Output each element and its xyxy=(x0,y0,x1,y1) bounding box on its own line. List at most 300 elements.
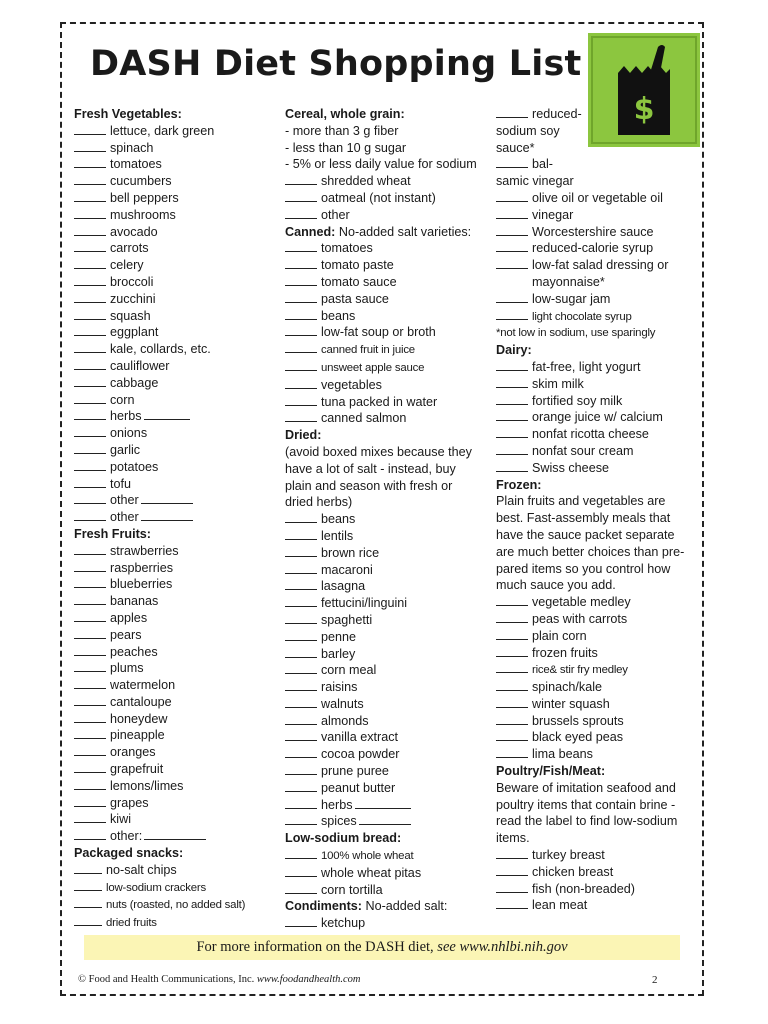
list-item xyxy=(285,240,485,257)
list-item-label: garlic xyxy=(110,442,141,457)
checkbox-blank-line[interactable] xyxy=(285,410,317,422)
section-heading: Fresh Vegetables: xyxy=(74,107,182,121)
note-text: sauce* xyxy=(496,140,535,155)
list-item-label: bal- xyxy=(532,157,553,172)
section-heading-line xyxy=(285,224,485,241)
note-text: sodium soy xyxy=(496,123,560,138)
list-item xyxy=(74,778,274,795)
checkbox-blank-line[interactable] xyxy=(285,207,317,219)
checkbox-blank-line[interactable] xyxy=(496,443,528,455)
list-item xyxy=(496,881,694,898)
checkbox-blank-line[interactable] xyxy=(496,713,528,725)
write-in-blank-line[interactable] xyxy=(144,408,190,420)
checkbox-blank-line[interactable] xyxy=(74,358,106,370)
note-text: *not low in sodium, use sparingly xyxy=(496,327,656,340)
list-item-label: black eyed peas xyxy=(532,730,624,745)
list-item-label: fortified soy milk xyxy=(532,393,623,408)
list-item-label: grapefruit xyxy=(110,762,164,777)
checkbox-blank-line[interactable] xyxy=(74,375,106,387)
checkbox-blank-line[interactable] xyxy=(74,610,106,622)
list-item-label: corn xyxy=(110,392,135,407)
copyright xyxy=(78,974,361,985)
list-item xyxy=(285,780,485,797)
list-item xyxy=(74,492,274,509)
list-item xyxy=(285,813,485,830)
list-item-label: zucchini xyxy=(110,291,156,306)
list-item-label: lean meat xyxy=(532,898,588,913)
checkbox-blank-line[interactable] xyxy=(496,729,528,741)
list-item-label: reduced-calorie syrup xyxy=(532,241,654,256)
list-item xyxy=(496,746,694,763)
section-heading: Cereal, whole grain: xyxy=(285,107,405,121)
checkbox-blank-line[interactable] xyxy=(74,308,106,320)
list-item-label: cocoa powder xyxy=(321,747,400,762)
checkbox-blank-line[interactable] xyxy=(285,612,317,624)
list-item-label: broccoli xyxy=(110,274,154,289)
checkbox-blank-line[interactable] xyxy=(285,679,317,691)
list-item-label: penne xyxy=(321,629,357,644)
list-item xyxy=(74,291,274,308)
checkbox-blank-line[interactable] xyxy=(496,207,528,219)
checkbox-blank-line[interactable] xyxy=(74,324,106,336)
checkbox-blank-line[interactable] xyxy=(496,426,528,438)
note-text: are much better choices than pre- xyxy=(496,544,685,559)
list-item-label: plums xyxy=(110,661,144,676)
checkbox-blank-line[interactable] xyxy=(285,291,317,303)
checkbox-blank-line[interactable] xyxy=(496,628,528,640)
list-item xyxy=(496,460,694,477)
checkbox-blank-line[interactable] xyxy=(74,509,106,521)
checkbox-blank-line[interactable] xyxy=(74,492,106,504)
checkbox-blank-line[interactable] xyxy=(285,324,317,336)
list-item-label: brussels sprouts xyxy=(532,713,624,728)
checkbox-blank-line[interactable] xyxy=(74,257,106,269)
checkbox-blank-line[interactable] xyxy=(74,761,106,773)
checkbox-blank-line[interactable] xyxy=(74,593,106,605)
checkbox-blank-line[interactable] xyxy=(496,881,528,893)
list-item-label: watermelon xyxy=(110,678,176,693)
list-item-label: cabbage xyxy=(110,375,159,390)
checkbox-blank-line[interactable] xyxy=(74,560,106,572)
list-item-label: other xyxy=(110,510,139,525)
checkbox-blank-line[interactable] xyxy=(285,578,317,590)
column-left xyxy=(74,106,274,932)
list-item xyxy=(74,862,274,879)
checkbox-blank-line[interactable] xyxy=(74,711,106,723)
list-item xyxy=(74,795,274,812)
note-text: mayonnaise* xyxy=(532,274,605,289)
checkbox-blank-line[interactable] xyxy=(496,257,528,269)
list-item-label: corn tortilla xyxy=(321,882,383,897)
list-item-label: peaches xyxy=(110,644,158,659)
checkbox-blank-line[interactable] xyxy=(74,543,106,555)
checkbox-blank-line[interactable] xyxy=(285,646,317,658)
list-item xyxy=(74,240,274,257)
list-item-label: reduced- xyxy=(532,107,582,121)
checkbox-blank-line[interactable] xyxy=(496,460,528,472)
checkbox-blank-line[interactable] xyxy=(496,106,528,118)
list-item-label: beans xyxy=(321,308,356,323)
list-item xyxy=(496,308,694,326)
list-item xyxy=(285,257,485,274)
write-in-blank-line[interactable] xyxy=(141,509,193,521)
list-item xyxy=(74,392,274,409)
list-item xyxy=(285,308,485,325)
checkbox-blank-line[interactable] xyxy=(496,156,528,168)
checkbox-blank-line[interactable] xyxy=(74,914,102,926)
footer-info-band xyxy=(84,935,680,960)
checkbox-blank-line[interactable] xyxy=(285,394,317,406)
list-item xyxy=(74,173,274,190)
list-item xyxy=(496,426,694,443)
list-item-label: cucumbers xyxy=(110,174,172,189)
checkbox-blank-line[interactable] xyxy=(285,797,317,809)
write-in-blank-line[interactable] xyxy=(144,828,206,840)
list-item xyxy=(285,410,485,427)
checkbox-blank-line[interactable] xyxy=(285,780,317,792)
list-item xyxy=(74,879,274,897)
checkbox-blank-line[interactable] xyxy=(74,828,106,840)
checkbox-blank-line[interactable] xyxy=(74,811,106,823)
checkbox-blank-line[interactable] xyxy=(74,392,106,404)
list-item-label: tomato sauce xyxy=(321,274,397,289)
section-heading: Dairy: xyxy=(496,343,532,358)
list-item-label: low-sodium crackers xyxy=(106,881,207,894)
list-item xyxy=(496,729,694,746)
list-item xyxy=(74,610,274,627)
list-item-label: honeydew xyxy=(110,711,168,726)
list-item-label: cantaloupe xyxy=(110,694,172,709)
checkbox-blank-line[interactable] xyxy=(496,696,528,708)
page-title: DASH Diet Shopping List xyxy=(90,44,582,84)
checkbox-blank-line[interactable] xyxy=(74,744,106,756)
checkbox-blank-line[interactable] xyxy=(285,257,317,269)
list-item-label: tuna packed in water xyxy=(321,394,438,409)
checkbox-blank-line[interactable] xyxy=(496,746,528,758)
section-note: No-added salt: xyxy=(361,899,448,914)
section-heading: Dried: xyxy=(285,428,322,443)
list-item-label: spices xyxy=(321,814,357,829)
section-heading: Frozen: xyxy=(496,477,542,492)
checkbox-blank-line[interactable] xyxy=(285,729,317,741)
list-item xyxy=(285,274,485,291)
list-item-label: dried fruits xyxy=(106,917,157,930)
list-item xyxy=(285,545,485,562)
list-item xyxy=(496,594,694,611)
checkbox-blank-line[interactable] xyxy=(74,644,106,656)
list-item-label: tomatoes xyxy=(321,241,373,256)
list-item xyxy=(74,156,274,173)
footer-text: For more information on the DASH diet, xyxy=(196,939,438,955)
checkbox-blank-line[interactable] xyxy=(285,545,317,557)
section-heading-line xyxy=(285,898,485,915)
list-item-label: prune puree xyxy=(321,764,389,779)
list-item xyxy=(74,123,274,140)
list-item-label: potatoes xyxy=(110,459,159,474)
list-item xyxy=(496,240,694,257)
checkbox-blank-line[interactable] xyxy=(496,679,528,691)
checkbox-blank-line[interactable] xyxy=(285,595,317,607)
list-item-label: unsweet apple sauce xyxy=(321,361,425,374)
list-item xyxy=(74,425,274,442)
list-item xyxy=(496,393,694,410)
checkbox-blank-line[interactable] xyxy=(74,879,102,891)
checkbox-blank-line[interactable] xyxy=(74,778,106,790)
list-item-label: barley xyxy=(321,646,356,661)
checkbox-blank-line[interactable] xyxy=(74,425,106,437)
checkbox-blank-line[interactable] xyxy=(74,694,106,706)
checkbox-blank-line[interactable] xyxy=(496,240,528,252)
checkbox-blank-line[interactable] xyxy=(496,594,528,606)
list-item-label: turkey breast xyxy=(532,848,605,863)
list-item-label: beans xyxy=(321,512,356,527)
checkbox-blank-line[interactable] xyxy=(74,123,106,135)
checkbox-blank-line[interactable] xyxy=(496,190,528,202)
checkbox-blank-line[interactable] xyxy=(285,511,317,523)
checkbox-blank-line[interactable] xyxy=(74,240,106,252)
checkbox-blank-line[interactable] xyxy=(74,476,106,488)
list-item-label: spinach xyxy=(110,140,154,155)
list-item-label: ketchup xyxy=(321,916,366,931)
checkbox-blank-line[interactable] xyxy=(285,308,317,320)
list-item xyxy=(74,274,274,291)
list-item xyxy=(496,409,694,426)
checkbox-blank-line[interactable] xyxy=(496,864,528,876)
list-item-label: nuts (roasted, no added salt) xyxy=(106,899,246,912)
list-item-label: macaroni xyxy=(321,562,373,577)
list-item xyxy=(496,713,694,730)
checkbox-blank-line[interactable] xyxy=(74,862,102,874)
checkbox-blank-line[interactable] xyxy=(496,409,528,421)
list-item xyxy=(285,662,485,679)
checkbox-blank-line[interactable] xyxy=(285,562,317,574)
checkbox-blank-line[interactable] xyxy=(496,847,528,859)
checkbox-blank-line[interactable] xyxy=(285,528,317,540)
list-item-label: strawberries xyxy=(110,543,179,558)
list-item-label: low-fat soup or broth xyxy=(321,325,436,340)
copyright-text: © Food and Health Communications, Inc. xyxy=(78,974,257,985)
list-item xyxy=(496,190,694,207)
list-item-label: pineapple xyxy=(110,728,165,743)
list-item xyxy=(285,324,485,341)
checkbox-blank-line[interactable] xyxy=(285,629,317,641)
list-item-label: tomatoes xyxy=(110,157,162,172)
list-item-label: fish (non-breaded) xyxy=(532,881,635,896)
list-item-label: spinach/kale xyxy=(532,680,603,695)
checkbox-blank-line[interactable] xyxy=(285,746,317,758)
list-item xyxy=(285,847,485,865)
list-item xyxy=(74,324,274,341)
checkbox-blank-line[interactable] xyxy=(285,240,317,252)
checkbox-blank-line[interactable] xyxy=(285,763,317,775)
svg-text:$: $ xyxy=(633,92,655,127)
list-item-label: fettucini/linguini xyxy=(321,596,408,611)
checkbox-blank-line[interactable] xyxy=(74,341,106,353)
list-item xyxy=(74,627,274,644)
checkbox-blank-line[interactable] xyxy=(74,442,106,454)
checkbox-blank-line[interactable] xyxy=(496,308,528,320)
list-item xyxy=(74,459,274,476)
copyright-url-link[interactable]: www.foodandhealth.com xyxy=(256,974,361,985)
list-item-label: lima beans xyxy=(532,747,593,762)
list-item xyxy=(496,628,694,645)
checkbox-blank-line[interactable] xyxy=(74,156,106,168)
checkbox-blank-line[interactable] xyxy=(285,865,317,877)
checkbox-blank-line[interactable] xyxy=(74,408,106,420)
list-item xyxy=(74,442,274,459)
checkbox-blank-line[interactable] xyxy=(74,677,106,689)
section-note: No-added salt varieties: xyxy=(335,224,472,239)
list-item-label: low-sugar jam xyxy=(532,291,611,306)
note-text: samic vinegar xyxy=(496,174,574,189)
list-item xyxy=(285,679,485,696)
list-item xyxy=(74,476,274,493)
section-heading: Condiments: xyxy=(285,899,362,914)
note-text: read the label to find low-sodium xyxy=(496,814,678,829)
checkbox-blank-line[interactable] xyxy=(74,190,106,202)
checkbox-blank-line[interactable] xyxy=(496,291,528,303)
list-item xyxy=(285,562,485,579)
write-in-blank-line[interactable] xyxy=(359,813,411,825)
list-item xyxy=(285,341,485,359)
checkbox-blank-line[interactable] xyxy=(496,359,528,371)
checkbox-blank-line[interactable] xyxy=(74,627,106,639)
list-item xyxy=(74,896,274,914)
list-item-label: skim milk xyxy=(532,376,584,391)
list-item-label: lentils xyxy=(321,528,354,543)
list-item xyxy=(285,595,485,612)
checkbox-blank-line[interactable] xyxy=(74,140,106,152)
list-item-label: apples xyxy=(110,610,148,625)
list-item xyxy=(74,711,274,728)
list-item xyxy=(285,646,485,663)
checkbox-blank-line[interactable] xyxy=(285,359,317,371)
column-right xyxy=(496,106,694,914)
list-item xyxy=(74,560,274,577)
list-item xyxy=(285,173,485,190)
checkbox-blank-line[interactable] xyxy=(496,611,528,623)
list-item xyxy=(74,543,274,560)
list-item xyxy=(74,828,274,845)
list-item-label: raisins xyxy=(321,680,358,695)
list-item xyxy=(74,408,274,425)
list-item-label: winter squash xyxy=(532,696,610,711)
list-item xyxy=(496,156,694,173)
checkbox-blank-line[interactable] xyxy=(74,795,106,807)
note-text: plain and season with fresh or xyxy=(285,478,453,493)
list-item-label: mushrooms xyxy=(110,207,176,222)
list-item-label: carrots xyxy=(110,241,149,256)
checkbox-blank-line[interactable] xyxy=(285,915,317,927)
checkbox-blank-line[interactable] xyxy=(74,291,106,303)
write-in-blank-line[interactable] xyxy=(355,797,411,809)
checkbox-blank-line[interactable] xyxy=(496,645,528,657)
checkbox-blank-line[interactable] xyxy=(285,190,317,202)
list-item-label: cauliflower xyxy=(110,358,170,373)
list-item-label: vinegar xyxy=(532,207,574,222)
checkbox-blank-line[interactable] xyxy=(285,341,317,353)
checkbox-blank-line[interactable] xyxy=(74,207,106,219)
checkbox-blank-line[interactable] xyxy=(74,660,106,672)
list-item-label: no-salt chips xyxy=(106,862,177,877)
checkbox-blank-line[interactable] xyxy=(74,274,106,286)
note-text: Beware of imitation seafood and xyxy=(496,780,676,795)
list-item-label: corn meal xyxy=(321,663,377,678)
list-item xyxy=(496,443,694,460)
list-item-label: pears xyxy=(110,627,142,642)
list-item-label: avocado xyxy=(110,224,158,239)
note-text: pared items so you control how xyxy=(496,561,671,576)
list-item xyxy=(496,696,694,713)
checkbox-blank-line[interactable] xyxy=(496,393,528,405)
checkbox-blank-line[interactable] xyxy=(496,224,528,236)
list-item-label: nonfat sour cream xyxy=(532,443,634,458)
list-item xyxy=(285,865,485,882)
list-item-label: raspberries xyxy=(110,560,173,575)
checkbox-blank-line[interactable] xyxy=(285,274,317,286)
checkbox-blank-line[interactable] xyxy=(285,847,317,859)
checkbox-blank-line[interactable] xyxy=(74,576,106,588)
list-item-label: 100% whole wheat xyxy=(321,850,414,863)
note-text: (avoid boxed mixes because they xyxy=(285,444,472,459)
list-item-label: vanilla extract xyxy=(321,730,398,745)
checkbox-blank-line[interactable] xyxy=(285,173,317,185)
note-text: much sauce you add. xyxy=(496,578,616,593)
list-item-label: brown rice xyxy=(321,545,380,560)
checkbox-blank-line[interactable] xyxy=(285,813,317,825)
list-item xyxy=(285,746,485,763)
note-text: dried herbs) xyxy=(285,495,353,510)
list-item-label: peas with carrots xyxy=(532,611,628,626)
checkbox-blank-line[interactable] xyxy=(285,662,317,674)
list-item xyxy=(496,291,694,308)
checkbox-blank-line[interactable] xyxy=(496,897,528,909)
list-item-label: other xyxy=(321,207,350,222)
note-text: - 5% or less daily value for sodium xyxy=(285,157,477,172)
checkbox-blank-line[interactable] xyxy=(74,173,106,185)
section-heading: Packaged snacks: xyxy=(74,846,184,861)
checkbox-blank-line[interactable] xyxy=(496,661,528,673)
checkbox-blank-line[interactable] xyxy=(74,896,102,908)
checkbox-blank-line[interactable] xyxy=(285,882,317,894)
list-item-label: other: xyxy=(110,829,143,844)
list-item-label: other xyxy=(110,493,139,508)
checkbox-blank-line[interactable] xyxy=(496,376,528,388)
checkbox-blank-line[interactable] xyxy=(285,377,317,389)
list-item-label: kiwi xyxy=(110,812,131,827)
list-item xyxy=(74,140,274,157)
list-item xyxy=(496,106,694,123)
checkbox-blank-line[interactable] xyxy=(285,696,317,708)
checkbox-blank-line[interactable] xyxy=(74,224,106,236)
checkbox-blank-line[interactable] xyxy=(74,727,106,739)
list-item xyxy=(74,677,274,694)
list-item xyxy=(74,694,274,711)
list-item xyxy=(74,358,274,375)
list-item-label: tomato paste xyxy=(321,258,394,273)
list-item xyxy=(496,661,694,679)
list-item-label: low-fat salad dressing or xyxy=(532,258,669,273)
list-item-label: squash xyxy=(110,308,151,323)
write-in-blank-line[interactable] xyxy=(141,492,193,504)
checkbox-blank-line[interactable] xyxy=(74,459,106,471)
footer-url-link[interactable]: www.nhlbi.nih.gov xyxy=(459,939,568,955)
list-item xyxy=(496,645,694,662)
column-middle xyxy=(285,106,485,932)
list-item xyxy=(74,207,274,224)
list-item xyxy=(285,377,485,394)
checkbox-blank-line[interactable] xyxy=(285,713,317,725)
